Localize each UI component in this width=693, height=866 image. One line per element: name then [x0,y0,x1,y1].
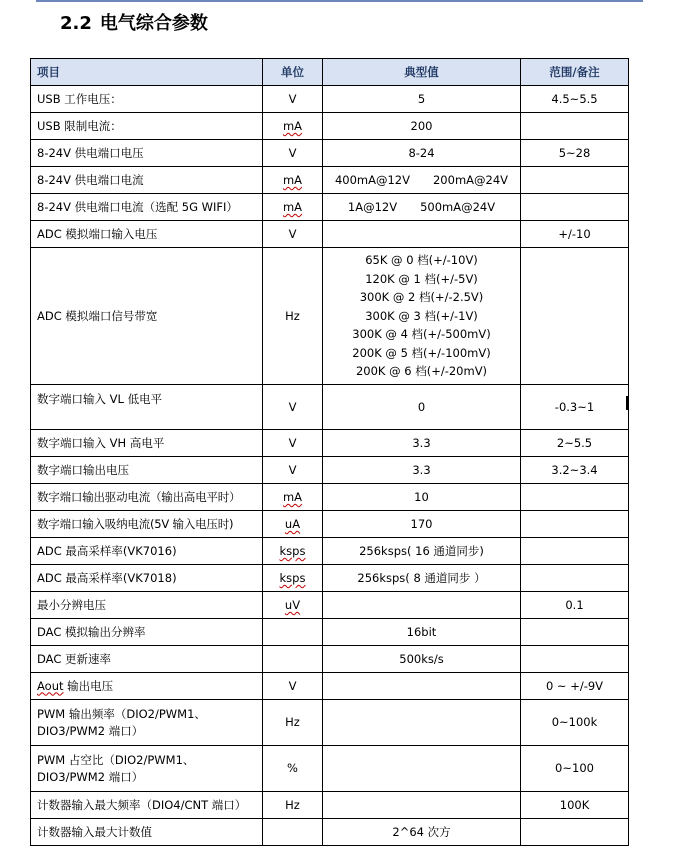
cell-item: USB 工作电压： [31,86,263,113]
section-title: 电气综合参数 [99,13,208,34]
header-unit: 单位 [263,59,323,86]
cell-typical [323,221,521,248]
cell-item: 8-24V 供电端口电流（选配 5G WIFI） [31,194,263,221]
cell-range: +/-10 [521,221,629,248]
text-cursor [626,396,628,410]
cell-item [31,673,263,700]
cell-range [521,248,629,385]
cell-typical: 500ks/s [323,646,521,673]
electrical-parameters-table [30,58,629,846]
cell-typical: 16bit [323,619,521,646]
table-row [31,792,629,819]
cell-range: 0 ~ +/-9V [521,673,629,700]
cell-typical: 0 [323,385,521,430]
cell-item: PWM 输出频率（DIO2/PWM1、DIO3/PWM2 端口） [31,700,263,746]
cell-range [521,484,629,511]
cell-unit: mA [263,484,323,511]
cell-typical: 400mA@12V 200mA@24V [323,167,521,194]
cell-typical: 200 [323,113,521,140]
bandwidth-line: 300K @ 4 档(+/-500mV) [352,327,491,342]
cell-range [521,538,629,565]
cell-range: 4.5~5.5 [521,86,629,113]
cell-unit [263,819,323,846]
table-row [31,619,629,646]
cell-range [521,619,629,646]
cell-typical [323,673,521,700]
table-row [31,700,629,746]
table-row [31,484,629,511]
cell-unit: uV [263,592,323,619]
cell-typical: 3.3 [323,430,521,457]
bandwidth-line: 65K @ 0 档(+/-10V) [365,253,478,268]
cell-unit: V [263,673,323,700]
cell-typical [323,792,521,819]
cell-range: 0.1 [521,592,629,619]
table-row [31,592,629,619]
cell-item: 数字端口输出电压 [31,457,263,484]
header-rule [36,0,643,2]
cell-unit: V [263,140,323,167]
table-row [31,140,629,167]
cell-unit: Hz [263,792,323,819]
table-row [31,194,629,221]
table-row [31,385,629,430]
cell-item: 数字端口输入 VL 低电平 [31,385,263,430]
cell-unit [263,646,323,673]
header-item: 项目 [31,59,263,86]
cell-unit: ksps [263,538,323,565]
cell-range: 3.2~3.4 [521,457,629,484]
cell-range [521,167,629,194]
cell-unit: mA [263,194,323,221]
cell-unit: % [263,746,323,792]
cell-unit: Hz [263,700,323,746]
cell-unit: V [263,86,323,113]
cell-item: DAC 更新速率 [31,646,263,673]
bandwidth-line: 300K @ 2 档(+/-2.5V) [359,290,484,305]
cell-item: ADC 模拟端口信号带宽 [31,248,263,385]
cell-typical: 10 [323,484,521,511]
cell-typical: 256ksps( 16 通道同步) [323,538,521,565]
aout-label: Aout [37,678,64,693]
cell-range: -0.3~1 [521,385,629,430]
cell-typical: 170 [323,511,521,538]
cell-item: 数字端口输入 VH 高电平 [31,430,263,457]
section-heading [60,10,208,38]
cell-unit: V [263,430,323,457]
cell-range [521,565,629,592]
table-row [31,565,629,592]
table-row [31,646,629,673]
bandwidth-line: 120K @ 1 档(+/-5V) [365,271,478,286]
cell-unit: mA [263,113,323,140]
cell-typical: 3.3 [323,457,521,484]
table-row [31,538,629,565]
cell-unit: ksps [263,565,323,592]
table-row [31,113,629,140]
cell-item: 最小分辨电压 [31,592,263,619]
cell-item: 数字端口输出驱动电流（输出高电平时） [31,484,263,511]
table-row [31,511,629,538]
cell-item: ADC 模拟端口输入电压 [31,221,263,248]
cell-range: 0~100 [521,746,629,792]
cell-item: ADC 最高采样率(VK7018) [31,565,263,592]
cell-range [521,511,629,538]
table-row [31,248,629,385]
table-header-row [31,59,629,86]
cell-unit: V [263,385,323,430]
cell-range [521,646,629,673]
cell-typical: 8-24 [323,140,521,167]
header-range: 范围/备注 [521,59,629,86]
cell-range [521,113,629,140]
cell-item: 计数器输入最大计数值 [31,819,263,846]
cell-item: USB 限制电流： [31,113,263,140]
cell-range [521,819,629,846]
cell-typical [323,592,521,619]
cell-item: 8-24V 供电端口电压 [31,140,263,167]
cell-item: 计数器输入最大频率（DIO4/CNT 端口） [31,792,263,819]
cell-typical: 256ksps( 8 通道同步 ） [323,565,521,592]
cell-unit [263,619,323,646]
bandwidth-line: 300K @ 3 档(+/-1V) [365,308,478,323]
cell-range: 5~28 [521,140,629,167]
cell-range: 0~100k [521,700,629,746]
cell-unit: mA [263,167,323,194]
cell-typical: 2^64 次方 [323,819,521,846]
table-row [31,86,629,113]
cell-item: DAC 模拟输出分辨率 [31,619,263,646]
bandwidth-line: 200K @ 5 档(+/-100mV) [352,345,491,360]
cell-item: 8-24V 供电端口电流 [31,167,263,194]
cell-unit: uA [263,511,323,538]
cell-item: PWM 占空比（DIO2/PWM1、DIO3/PWM2 端口） [31,746,263,792]
cell-item: 数字端口输入吸纳电流(5V 输入电压时) [31,511,263,538]
table-row [31,167,629,194]
table-row [31,746,629,792]
cell-range: 2~5.5 [521,430,629,457]
cell-range: 100K [521,792,629,819]
cell-typical [323,248,521,385]
cell-item: ADC 最高采样率(VK7016) [31,538,263,565]
bandwidth-line: 200K @ 6 档(+/-20mV) [355,364,488,379]
aout-text: 输出电压 [63,678,114,693]
table-row [31,457,629,484]
table-row [31,221,629,248]
cell-unit: V [263,221,323,248]
cell-unit: Hz [263,248,323,385]
cell-typical [323,700,521,746]
cell-typical: 1A@12V 500mA@24V [323,194,521,221]
cell-range [521,194,629,221]
table-row [31,673,629,700]
table-row [31,430,629,457]
cell-typical: 5 [323,86,521,113]
cell-unit: V [263,457,323,484]
cell-typical [323,746,521,792]
section-number: 2.2 [60,13,92,34]
header-typical: 典型值 [323,59,521,86]
table-row [31,819,629,846]
